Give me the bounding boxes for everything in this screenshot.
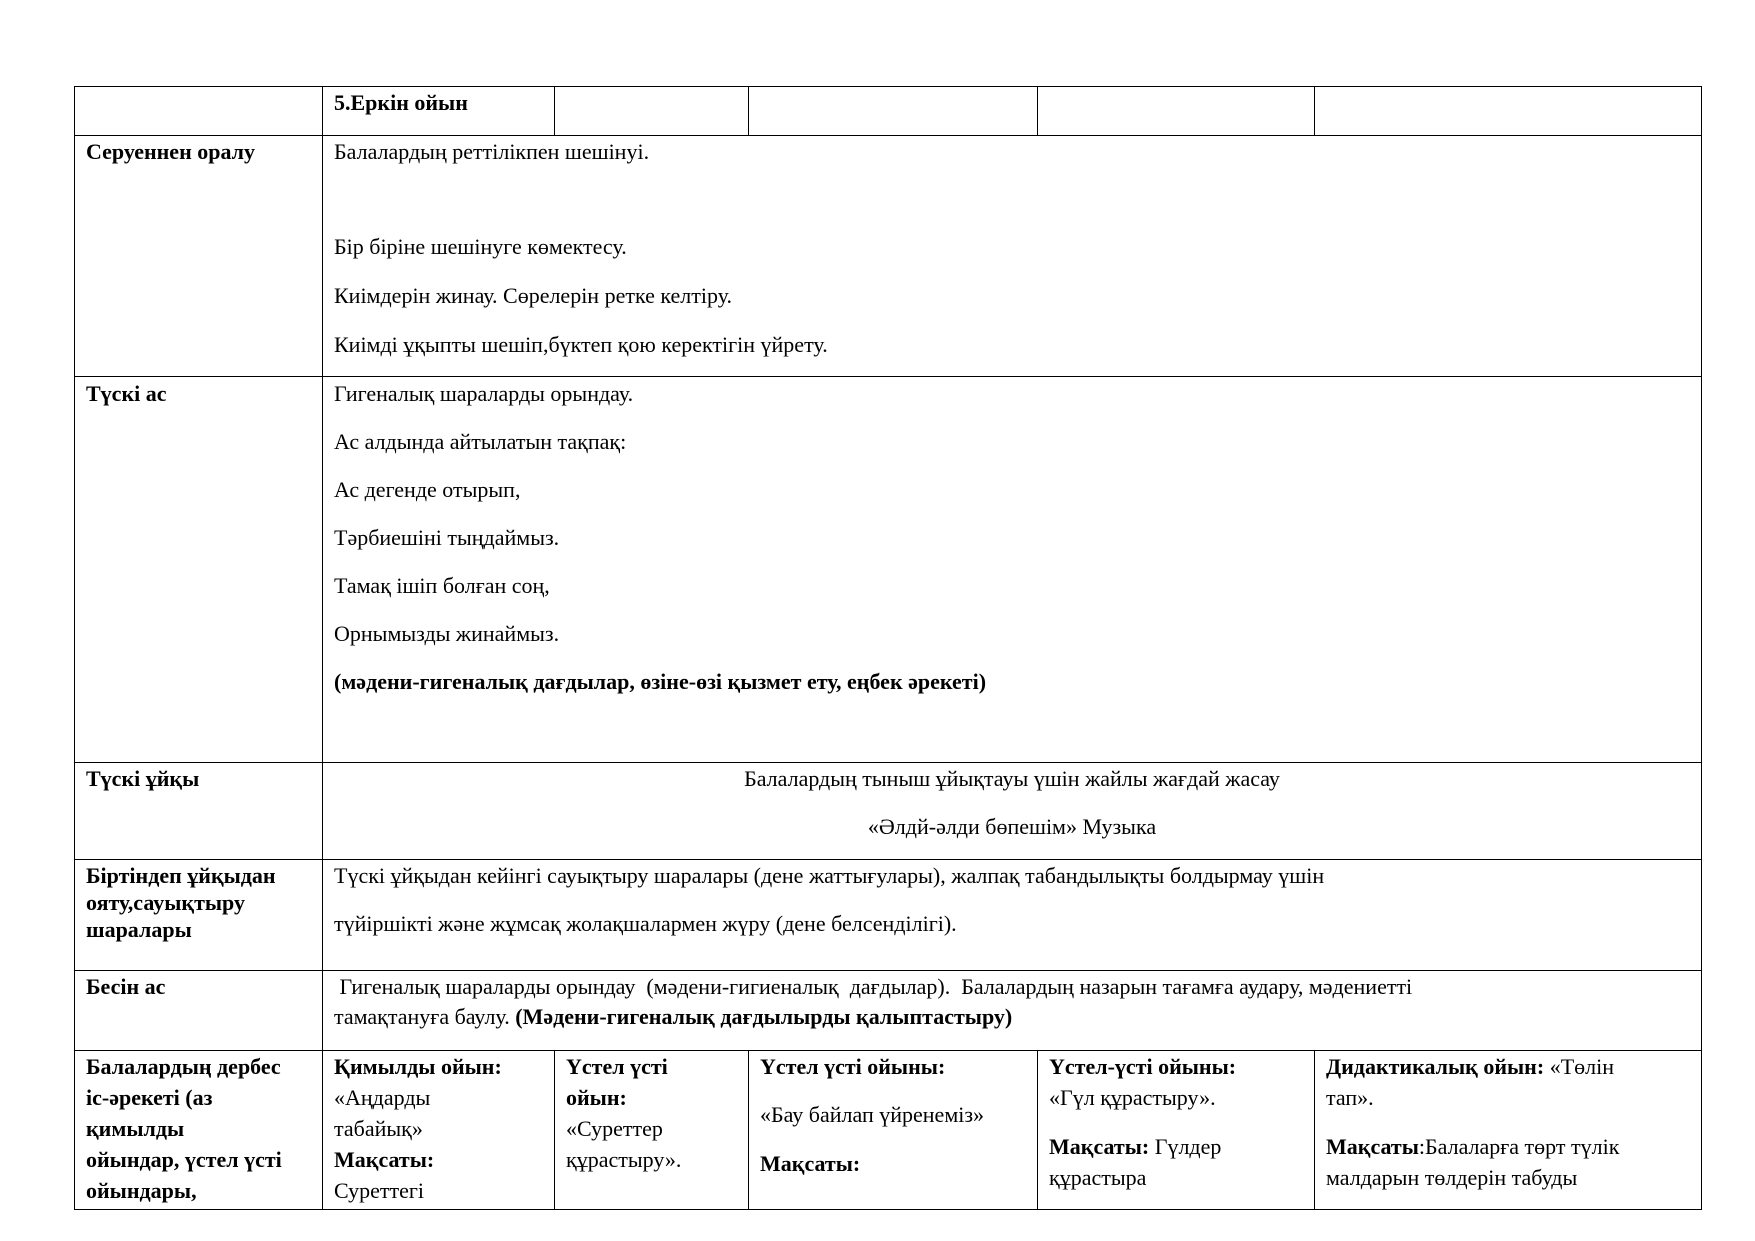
activity-col4-line: «Гүл құрастыру». bbox=[1049, 1085, 1216, 1110]
activity-col1-line: «Аңдарды bbox=[334, 1085, 431, 1110]
grid-line bbox=[322, 86, 323, 1210]
activity-col3-title: Үстел үсті ойыны: bbox=[760, 1054, 946, 1079]
row-label-nap: Түскі ұйқы bbox=[86, 766, 200, 791]
lunch-line: Орнымызды жинаймыз. bbox=[334, 621, 560, 646]
row-label-return-walk: Серуеннен оралу bbox=[86, 139, 256, 164]
wake-line: Түскі ұйқыдан кейінгі сауықтыру шаралары (дене жаттығулары), жалпақ табандылықты болдырмау үшін bbox=[334, 863, 1325, 888]
row-label-activity: іс-әрекеті (аз bbox=[86, 1085, 213, 1110]
snack-line bbox=[334, 1003, 1012, 1030]
grid-line bbox=[748, 1050, 749, 1210]
activity-col5-title-label: Дидактикалық ойын: bbox=[1326, 1054, 1545, 1079]
grid-line bbox=[74, 762, 1702, 763]
activity-col2-line: құрастыру». bbox=[566, 1147, 682, 1172]
activity-col5-title-text: «Төлін bbox=[1544, 1054, 1614, 1079]
row-label-wake: ояту,сауықтыру bbox=[86, 890, 245, 915]
activity-col4-title: Үстел-үсті ойыны: bbox=[1049, 1054, 1237, 1079]
row-label-activity: ойындар, үстел үсті bbox=[86, 1147, 282, 1172]
activity-col5-goal-line: малдарын төлдерін табуды bbox=[1326, 1165, 1578, 1190]
activity-col5-goal-text: :Балаларға төрт түлік bbox=[1418, 1134, 1620, 1159]
lunch-line: Ас алдында айтылатын тақпақ: bbox=[334, 429, 627, 454]
grid-line bbox=[1037, 86, 1038, 136]
grid-line bbox=[74, 859, 1702, 860]
activity-col4-goal-text: Гүлдер bbox=[1149, 1134, 1222, 1159]
grid-line bbox=[74, 86, 1702, 87]
activity-col5-goal bbox=[1326, 1133, 1619, 1160]
lunch-line: Гигеналық шараларды орындау. bbox=[334, 381, 634, 406]
row-label-lunch: Түскі ас bbox=[86, 381, 167, 406]
activity-col3-line: «Бау байлап үйренеміз» bbox=[760, 1102, 985, 1127]
free-play-item: 5.Еркін ойын bbox=[334, 90, 468, 115]
lunch-line: Тәрбиешіні тыңдаймыз. bbox=[334, 525, 560, 550]
nap-line: Балалардың тыныш ұйықтауы үшін жайлы жағдай жасау bbox=[744, 766, 1280, 791]
grid-line bbox=[74, 135, 1702, 136]
activity-col2-title: ойын: bbox=[566, 1085, 627, 1110]
row-label-activity: қимылды bbox=[86, 1116, 185, 1141]
activity-col1-title: Қимылды ойын: bbox=[334, 1054, 502, 1079]
activity-col5-line: тап». bbox=[1326, 1085, 1374, 1110]
return-walk-line: Балалардың реттілікпен шешінуі. bbox=[334, 139, 650, 164]
grid-line bbox=[1314, 1050, 1315, 1210]
grid-line bbox=[74, 376, 1702, 377]
grid-line bbox=[748, 86, 749, 136]
activity-col4-goal bbox=[1049, 1133, 1221, 1160]
grid-line bbox=[554, 86, 555, 136]
row-label-activity: ойындары, bbox=[86, 1178, 197, 1203]
activity-col2-title: Үстел үсті bbox=[566, 1054, 668, 1079]
grid-line bbox=[74, 1050, 1702, 1051]
snack-line: Гигеналық шараларды орындау (мәдени-гигиеналық дағдылар). Балалардың назарын тағамға аудару, мәдениетті bbox=[334, 974, 1413, 999]
snack-line-text: тамақтануға баулу. bbox=[334, 1004, 516, 1029]
return-walk-line: Киімді ұқыпты шешіп,бүктеп қою керектігін үйрету. bbox=[334, 332, 828, 357]
activity-col2-line: «Суреттер bbox=[566, 1116, 663, 1141]
row-label-wake: шаралары bbox=[86, 917, 192, 942]
grid-line bbox=[74, 1209, 1702, 1210]
lunch-line: Ас дегенде отырып, bbox=[334, 477, 521, 502]
row-label-snack: Бесін ас bbox=[86, 974, 166, 999]
row-label-activity: Балалардың дербес bbox=[86, 1054, 281, 1079]
grid-line bbox=[1037, 1050, 1038, 1210]
activity-col3-goal-label: Мақсаты: bbox=[760, 1151, 861, 1176]
activity-col5-goal-label: Мақсаты bbox=[1326, 1134, 1419, 1159]
grid-line bbox=[1701, 86, 1702, 1210]
grid-line bbox=[74, 970, 1702, 971]
activity-col5-title bbox=[1326, 1053, 1614, 1080]
return-walk-line: Киімдерін жинау. Сөрелерін ретке келтіру. bbox=[334, 283, 732, 308]
lunch-line: Тамақ ішіп болған соң, bbox=[334, 573, 550, 598]
activity-col4-goal-label: Мақсаты: bbox=[1049, 1134, 1150, 1159]
activity-col1-goal: Суреттегі bbox=[334, 1178, 425, 1203]
row-label-wake: Біртіндеп ұйқыдан bbox=[86, 863, 276, 888]
wake-line: түйіршікті және жұмсақ жолақшалармен жүру (дене белсенділігі). bbox=[334, 911, 957, 936]
activity-col1-goal-label: Мақсаты: bbox=[334, 1147, 435, 1172]
activity-col4-goal-line: құрастыра bbox=[1049, 1165, 1147, 1190]
grid-line bbox=[554, 1050, 555, 1210]
activity-col1-line: табайық» bbox=[334, 1116, 423, 1141]
grid-line bbox=[74, 86, 75, 1210]
return-walk-line: Бір біріне шешінуге көмектесу. bbox=[334, 234, 627, 259]
nap-line: «Әлдй-әлди бөпешім» Музыка bbox=[867, 814, 1157, 839]
snack-line-bold: (Мәдени-гигеналық дағдылырды қалыптастыру) bbox=[515, 1004, 1013, 1029]
grid-line bbox=[1314, 86, 1315, 136]
lunch-note: (мәдени-гигеналық дағдылар, өзіне-өзі қызмет ету, еңбек әрекеті) bbox=[334, 669, 987, 694]
